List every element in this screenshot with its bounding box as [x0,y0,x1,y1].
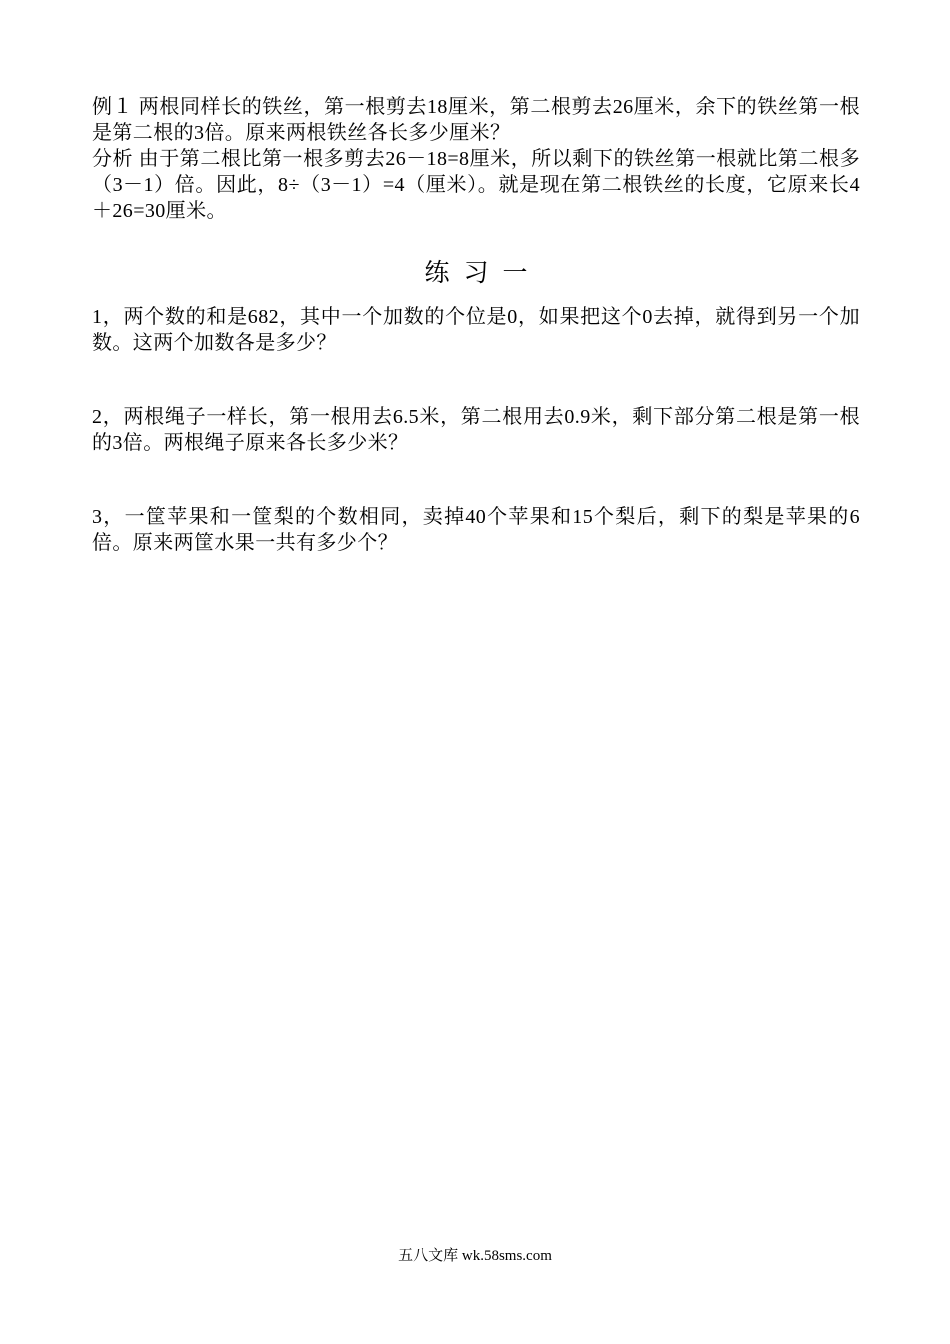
document-body [92,94,860,556]
example-problem: 例１ 两根同样长的铁丝，第一根剪去18厘米，第二根剪去26厘米，余下的铁丝第一根是第二根的3倍。原来两根铁丝各长多少厘米？ [92,96,860,144]
exercise-item-3: 3，一筐苹果和一筐梨的个数相同，卖掉40个苹果和15个梨后，剩下的梨是苹果的6倍。原来两筐水果一共有多少个？ [92,506,860,554]
exercise-item-2: 2，两根绳子一样长，第一根用去6.5米，第二根用去0.9米，剩下部分第二根是第一根的3倍。两根绳子原来各长多少米？ [92,406,860,454]
exercise-item-1: 1，两个数的和是682，其中一个加数的个位是0，如果把这个0去掉，就得到另一个加数。这两个加数各是多少？ [92,306,860,354]
practice-title: 练习一 [424,260,542,287]
example-analysis: 分析 由于第二根比第一根多剪去26－18=8厘米，所以剩下的铁丝第一根就比第二根多（3－1）倍。因此，8÷（3－1）=4（厘米）。就是现在第二根铁丝的长度，它原来长4＋26=30厘米。 [92,148,860,222]
page-footer: 五八文库 wk.58sms.com [398,1248,552,1264]
